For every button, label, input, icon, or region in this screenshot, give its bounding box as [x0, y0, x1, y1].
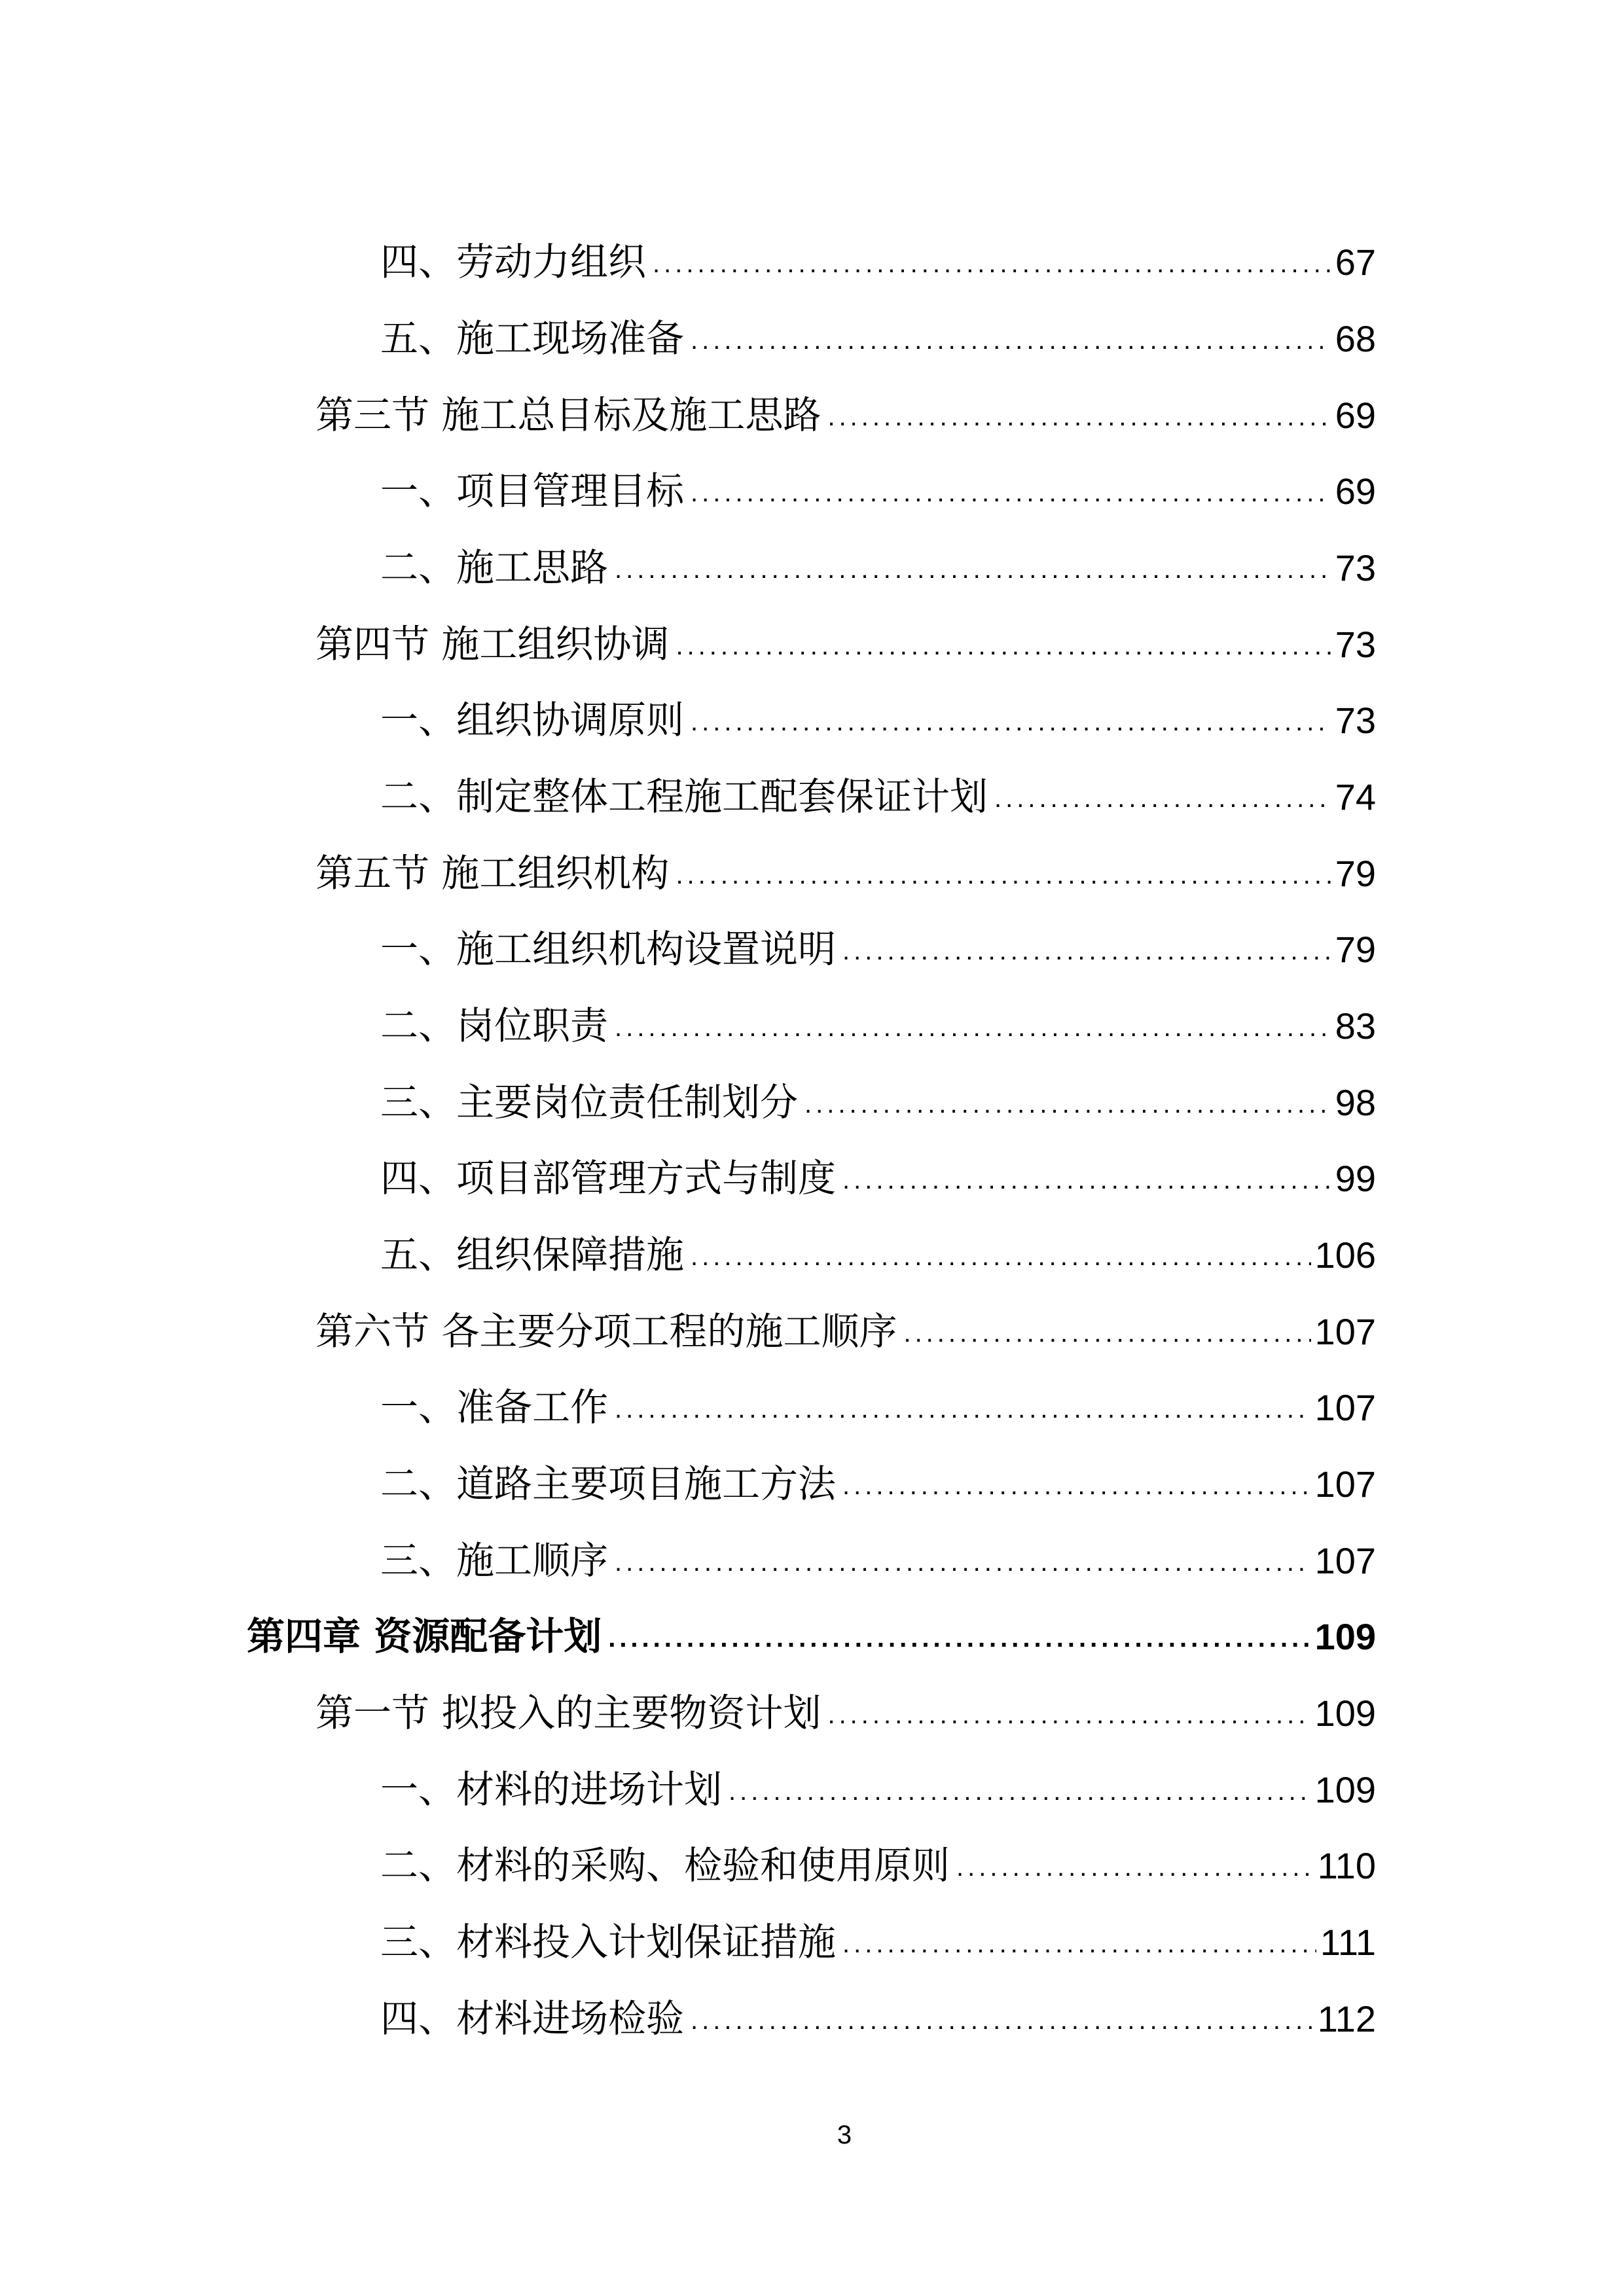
dot-leader [842, 1473, 1311, 1499]
dot-leader [653, 251, 1331, 277]
toc-entry-page: 111 [1320, 1922, 1376, 1963]
toc-entry-page: 109 [1314, 1769, 1376, 1810]
dot-leader [827, 1702, 1310, 1728]
toc-entry[interactable] [0, 1732, 1376, 1812]
toc-entry-title: 第一节 拟投入的主要物资计划 [316, 1691, 821, 1735]
toc-entry-title: 一、项目管理目标 [380, 469, 685, 513]
toc-entry-page: 79 [1335, 853, 1376, 894]
toc-entry-title: 二、道路主要项目施工方法 [380, 1462, 837, 1506]
toc-entry-title: 一、施工组织机构设置说明 [380, 927, 837, 971]
toc-entry-page: 79 [1335, 929, 1376, 970]
toc-entry-title: 二、施工思路 [380, 545, 609, 590]
toc-entry-page: 73 [1335, 547, 1376, 588]
toc-entry-title: 一、准备工作 [380, 1385, 609, 1429]
toc-entry[interactable] [0, 205, 1376, 284]
toc-entry[interactable] [0, 1656, 1376, 1735]
toc-entry-page: 74 [1335, 776, 1376, 817]
toc-entry[interactable] [0, 1885, 1376, 1964]
toc-entry[interactable] [0, 740, 1376, 819]
page-number: 3 [837, 2121, 852, 2149]
dot-leader [615, 1549, 1311, 1575]
toc-entry-title: 三、材料投入计划保证措施 [380, 1920, 837, 1964]
toc-entry-page: 109 [1314, 1616, 1376, 1657]
toc-entry-page: 109 [1314, 1693, 1376, 1734]
toc-entry[interactable] [0, 663, 1376, 742]
toc-entry-title: 四、项目部管理方式与制度 [380, 1156, 837, 1200]
toc-entry-title: 第六节 各主要分项工程的施工顺序 [316, 1309, 897, 1354]
toc-entry-title: 五、施工现场准备 [380, 316, 685, 361]
toc-entry-page: 68 [1335, 318, 1376, 359]
dot-leader [615, 1014, 1331, 1041]
toc-entry[interactable] [0, 816, 1376, 895]
toc-entry-page: 110 [1317, 1845, 1376, 1886]
toc-entry[interactable] [0, 1503, 1376, 1583]
dot-leader [994, 785, 1331, 812]
toc-entry[interactable] [0, 511, 1376, 590]
toc-entry-title: 四、劳动力组织 [380, 240, 647, 284]
toc-entry-title: 第四章 资源配备计划 [247, 1614, 602, 1659]
toc-entry-page: 112 [1317, 1998, 1376, 2039]
dot-leader [676, 633, 1331, 659]
toc-entry-title: 二、制定整体工程施工配套保证计划 [380, 774, 988, 819]
toc-entry-title: 五、组织保障措施 [380, 1232, 685, 1277]
toc-entry-page: 106 [1314, 1234, 1376, 1276]
dot-leader [691, 2007, 1314, 2034]
toc-entry-title: 二、材料的采购、检验和使用原则 [380, 1843, 950, 1888]
toc-entry-title: 第五节 施工组织机构 [316, 851, 670, 895]
toc-entry[interactable] [0, 434, 1376, 513]
dot-leader [615, 556, 1331, 583]
toc-entry[interactable] [0, 1350, 1376, 1429]
dot-leader [804, 1091, 1331, 1117]
toc-entry[interactable] [0, 281, 1376, 361]
toc-entry[interactable] [0, 1427, 1376, 1506]
toc-entry-page: 107 [1314, 1387, 1376, 1428]
toc-entry-title: 三、施工顺序 [380, 1538, 609, 1583]
toc-entry-chapter[interactable] [0, 1579, 1376, 1659]
dot-leader [903, 1320, 1310, 1346]
toc-entry[interactable] [0, 892, 1376, 971]
dot-leader [608, 1625, 1310, 1651]
toc-entry-title: 第四节 施工组织协调 [316, 622, 670, 666]
dot-leader [691, 1244, 1311, 1270]
dot-leader [842, 1167, 1331, 1193]
toc-entry-page: 73 [1335, 700, 1376, 741]
toc-entry-page: 83 [1335, 1005, 1376, 1047]
toc-entry[interactable] [0, 358, 1376, 437]
toc-entry-page: 69 [1335, 395, 1376, 436]
toc-entry-title: 第三节 施工总目标及施工思路 [316, 393, 821, 437]
toc-entry[interactable] [0, 1198, 1376, 1277]
toc-entry-page: 107 [1314, 1311, 1376, 1352]
toc-entry[interactable] [0, 1808, 1376, 1888]
dot-leader [956, 1854, 1314, 1880]
dot-leader [729, 1778, 1311, 1804]
toc-entry-page: 107 [1314, 1540, 1376, 1581]
dot-leader [691, 327, 1331, 353]
dot-leader [691, 709, 1331, 735]
toc-entry-page: 73 [1335, 624, 1376, 665]
toc-entry-page: 98 [1335, 1082, 1376, 1123]
toc-entry[interactable] [0, 1274, 1376, 1354]
dot-leader [676, 862, 1331, 888]
toc-entry-title: 四、材料进场检验 [380, 1996, 685, 2041]
toc-entry-page: 99 [1335, 1158, 1376, 1199]
toc-entry-page: 107 [1314, 1463, 1376, 1505]
toc-entry-title: 二、岗位职责 [380, 1003, 609, 1048]
dot-leader [842, 1931, 1316, 1957]
dot-leader [827, 404, 1331, 430]
toc-entry-page: 67 [1335, 242, 1376, 283]
toc-entry-page: 69 [1335, 471, 1376, 512]
dot-leader [842, 938, 1331, 964]
toc-entry-title: 三、主要岗位责任制划分 [380, 1080, 799, 1124]
toc-entry[interactable] [0, 1962, 1376, 2041]
toc-entry-title: 一、组织协调原则 [380, 698, 685, 742]
toc-entry-title: 一、材料的进场计划 [380, 1767, 723, 1812]
dot-leader [691, 480, 1331, 506]
toc-entry[interactable] [0, 587, 1376, 666]
toc-entry[interactable] [0, 1121, 1376, 1200]
toc-entry[interactable] [0, 969, 1376, 1048]
dot-leader [615, 1396, 1311, 1422]
toc-entry[interactable] [0, 1045, 1376, 1124]
